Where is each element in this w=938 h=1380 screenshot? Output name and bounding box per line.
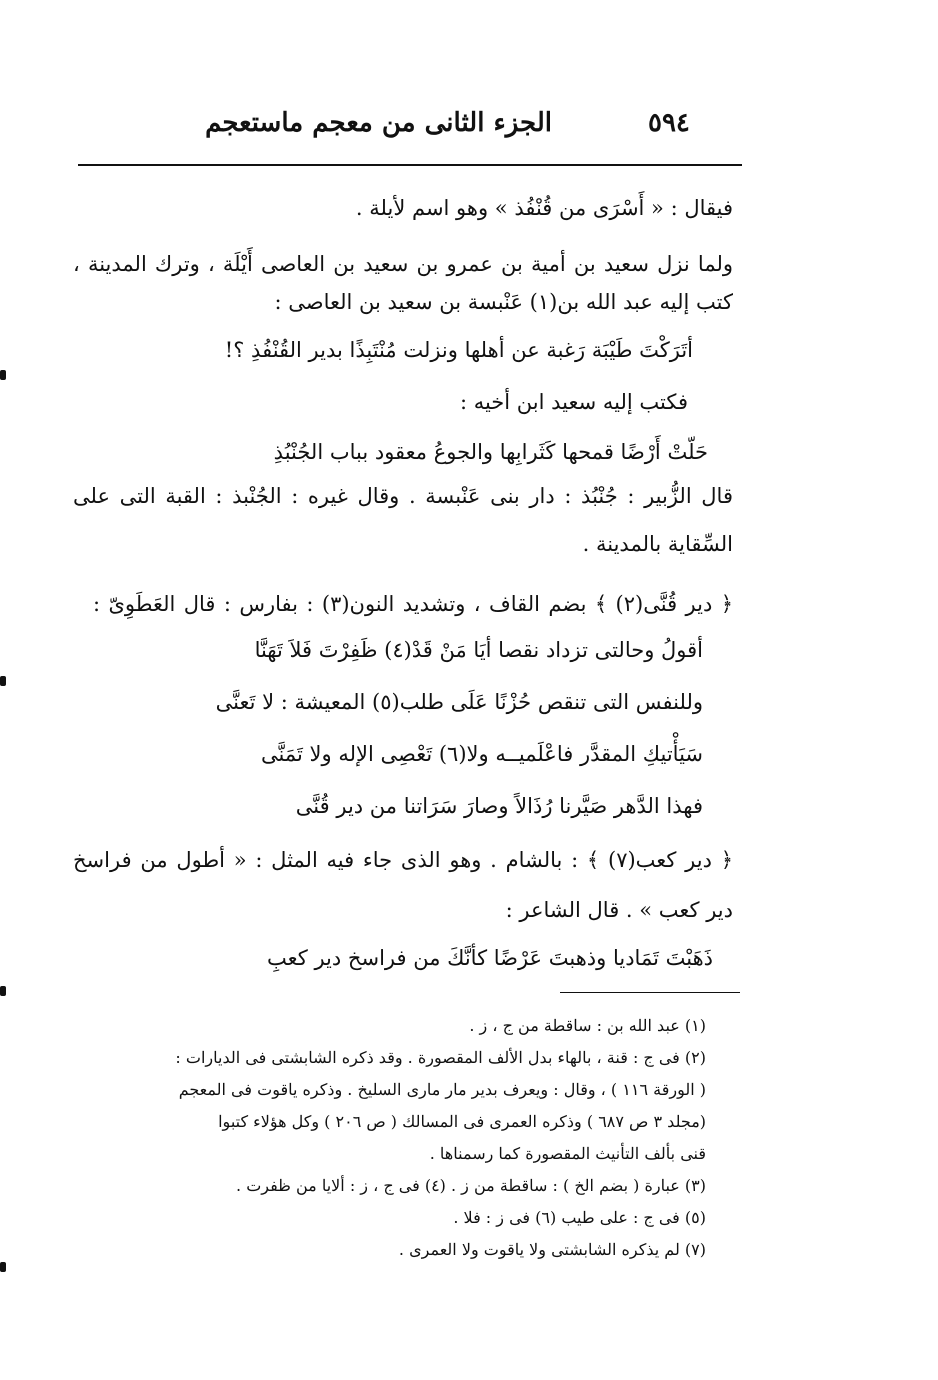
page-number: ٥٩٤ [648,108,690,138]
body-line-4: فكتب إليه سعيد ابن أخيه : [459,390,688,414]
scan-edge-mark [0,986,6,996]
verse-line-6: فهذا الدَّهر صَيَّرنا رُذَالاً وصارَ سَرَاتنا من دير قُنَّى [295,794,703,818]
footnote-2-cont-3: قنى بألف التأنيث المقصورة كما رسمناها . [429,1144,706,1163]
footnote-1: (١) عبد الله بن : ساقطة من ج ، ز . [469,1016,706,1035]
entry-deir-qunna: ﴿ دير قُنَّى(٢) ﴾ بضم القاف ، وتشديد النون(٣) : بفارس : قال العَطَوِىّ : [93,592,733,616]
body-line-6: السِّقاية بالمدينة . [582,532,733,556]
scan-edge-mark [0,370,6,380]
footnote-5-6: (٥) فى ج : على طيب (٦) فى ز : فلا . [453,1208,706,1227]
entry-deir-kaab: ﴿ دير كعب(٧) ﴾ : بالشام . وهو الذى جاء فيه المثل : « أطول من فراسخ [73,848,733,872]
body-line-7: دير كعب » . قال الشاعر : [505,898,733,922]
body-line-1: فيقال : « أَسْرَى من قُنْفُذ » وهو اسم لأيلة . [355,196,733,220]
footnote-rule [560,992,740,993]
footnote-7: (٧) لم يذكره الشابشتى ولا ياقوت ولا العمرى . [398,1240,706,1259]
verse-line-2: حَلّتْ أَرْضًا قمحها كَثَرابِها والجوعُ معقود بباب الجُنْبُذِ [273,440,708,464]
header-rule [78,164,742,166]
verse-line-7: ذَهَبْتَ تَمَاديا وذهبتَ عَرْضًا كأنَّكَ من فراسخ دير كعبِ [267,946,713,970]
footnote-2-cont-2: (مجلد ٣ ص ٦٨٧ ) وذكره العمرى فى المسالك ( ص ٢٠٦ ) وكل هؤلاء كتبوا [218,1112,706,1131]
body-line-3: كتب إليه عبد الله بن(١) عَنْبسة بن سعيد بن العاصى : [274,290,733,314]
verse-line-4: وللنفس التى تنقص حُزْنًا عَلَى طلب(٥) المعيشة : لا تَعنَّى [215,690,703,714]
footnote-3-4: (٣) عبارة ( بضم الخ ) : ساقطة من ز . (٤) فى ج ، ز : ألايا من ظفرت . [236,1176,706,1195]
footnote-2-cont-1: ( الورقة ١١٦ ) ، وقال : ويعرف بدير مار مارى السليخ . وذكره ياقوت فى المعجم [178,1080,706,1099]
footnote-2: (٢) فى ج : قنة ، بالهاء بدل الألف المقصورة . وقد ذكره الشابشتى فى الديارات : [175,1048,706,1067]
body-line-2: ولما نزل سعيد بن أمية بن عمرو بن سعيد بن العاصى أَيْلَة ، وترك المدينة ، [73,252,733,276]
verse-line-1: أتَرَكْتَ طَيْبَة رَغبة عن أهلها ونزلت مُنْتَبِذًا بدير القُنْفُذِ ؟! [224,338,693,362]
scan-edge-mark [0,676,6,686]
running-title: الجزء الثانى من معجم ماستعجم [205,108,552,138]
verse-line-3: أقولُ وحالتى تزداد نقصا أيَا مَنْ قَدْ(٤) ظَفِرْتَ فَلاَ تَهَنَّا [254,638,703,662]
scan-edge-mark [0,1262,6,1272]
body-line-5: قال الزُّبير : جُنْبُذ : دار بنى عَنْبسة . وقال غيره : الجُنْبذ : القبة التى على [73,484,733,508]
verse-line-5: سَيَأْتيكِ المقدَّر فاعْلَميــه ولا(٦) تَعْصِى الإله ولا تَمَنَّى [261,742,703,766]
